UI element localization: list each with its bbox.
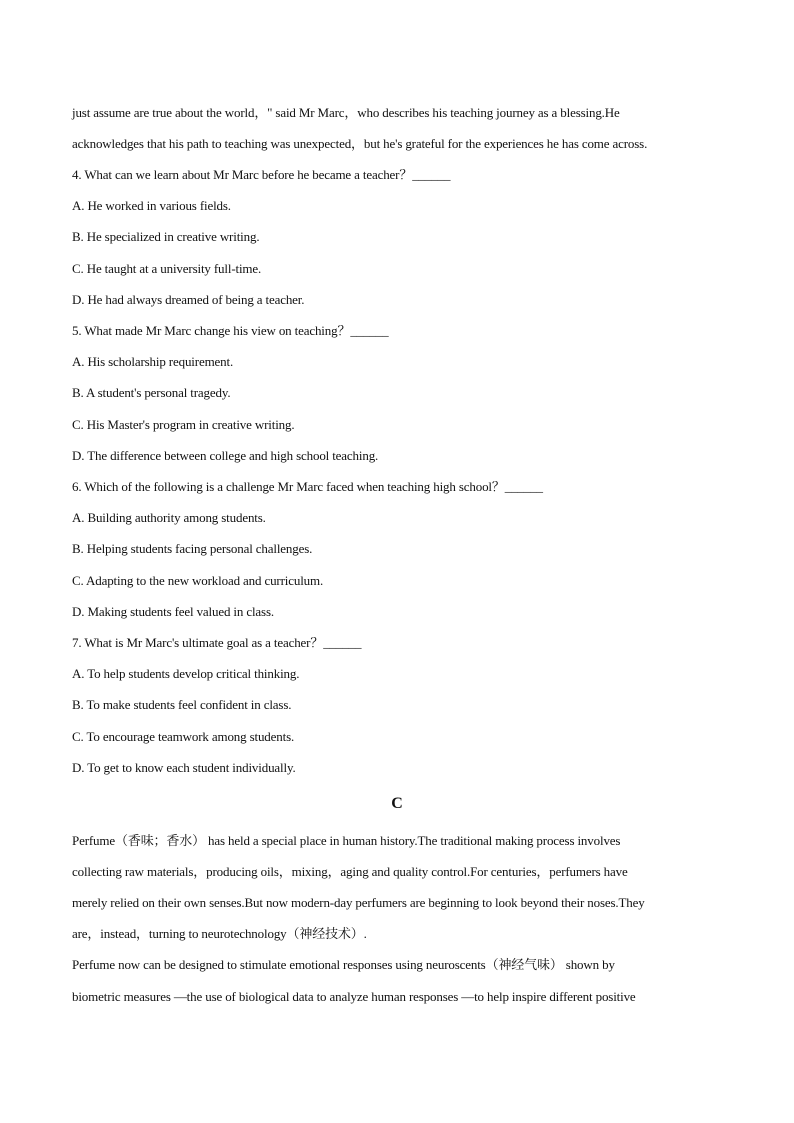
question-7-option-a: A. To help students develop critical thinking. [72, 666, 300, 681]
question-5-option-b: B. A student's personal tragedy. [72, 385, 231, 400]
passage-c-line: are，instead，turning to neurotechnology（神经技术）. [72, 926, 367, 941]
question-5-option-c: C. His Master's program in creative writing. [72, 417, 295, 432]
question-6-stem: 6. Which of the following is a challenge Mr Marc faced when teaching high school？______ [72, 479, 543, 494]
question-6-option-d: D. Making students feel valued in class. [72, 604, 274, 619]
passage-c-line: Perfume now can be designed to stimulate emotional responses using neuroscents（神经气味） shown by [72, 957, 615, 972]
question-4-option-c: C. He taught at a university full-time. [72, 261, 262, 276]
question-6-option-c: C. Adapting to the new workload and curriculum. [72, 573, 324, 588]
question-6-option-a: A. Building authority among students. [72, 510, 266, 525]
passage-b-line: just assume are true about the world，" said Mr Marc，who describes his teaching journey as a blessing.He [72, 105, 620, 120]
question-4-option-a: A. He worked in various fields. [72, 198, 231, 213]
passage-c-line: collecting raw materials，producing oils，mixing，aging and quality control.For centuries，perfumers have [72, 864, 628, 879]
question-4-stem: 4. What can we learn about Mr Marc before he became a teacher？______ [72, 167, 451, 182]
question-5-stem: 5. What made Mr Marc change his view on teaching？______ [72, 323, 389, 338]
question-4-option-d: D. He had always dreamed of being a teacher. [72, 292, 305, 307]
question-6-option-b: B. Helping students facing personal challenges. [72, 541, 313, 556]
passage-c-line: Perfume（香味；香水） has held a special place in human history.The traditional making process involves [72, 833, 621, 848]
question-7-option-c: C. To encourage teamwork among students. [72, 729, 295, 744]
question-7-option-b: B. To make students feel confident in class. [72, 697, 292, 712]
passage-b-line: acknowledges that his path to teaching was unexpected，but he's grateful for the experiences he has come across. [72, 136, 648, 151]
question-7-stem: 7. What is Mr Marc's ultimate goal as a teacher？______ [72, 635, 362, 650]
question-7-option-d: D. To get to know each student individually. [72, 760, 296, 775]
question-5-option-d: D. The difference between college and high school teaching. [72, 448, 379, 463]
passage-c-line: merely relied on their own senses.But now modern-day perfumers are beginning to look beyond their noses.They [72, 895, 645, 910]
passage-c-line: biometric measures —the use of biological data to analyze human responses —to help inspire different positive [72, 989, 636, 1004]
section-heading: C [391, 795, 403, 812]
question-4-option-b: B. He specialized in creative writing. [72, 229, 260, 244]
question-5-option-a: A. His scholarship requirement. [72, 354, 234, 369]
